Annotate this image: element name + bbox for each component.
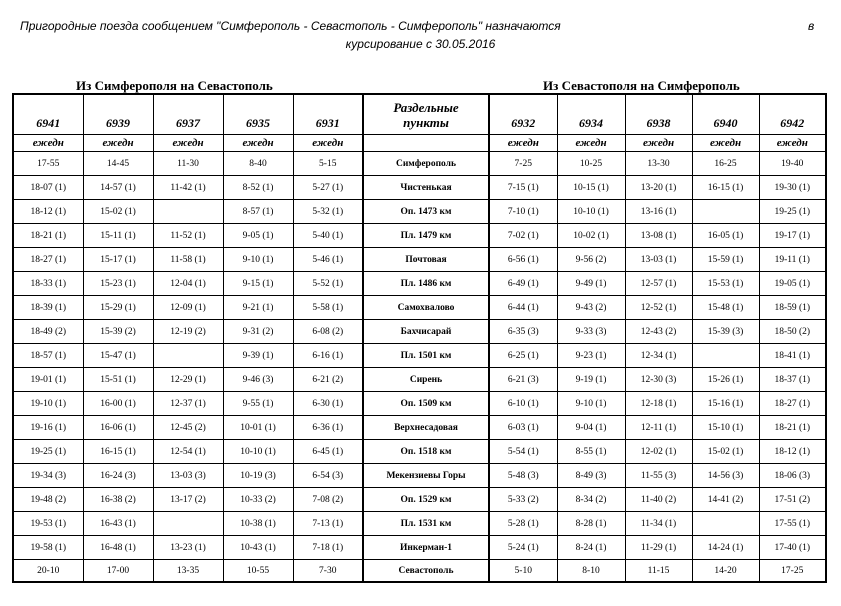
time-cell: 19-25 (1) (13, 440, 83, 464)
time-cell: 5-15 (293, 152, 363, 176)
time-cell: 9-33 (3) (557, 320, 625, 344)
time-cell: 15-48 (1) (692, 296, 759, 320)
time-cell: 16-00 (1) (83, 392, 153, 416)
time-cell: 16-05 (1) (692, 224, 759, 248)
time-cell: 12-57 (1) (625, 272, 692, 296)
daily-label: ежедн (83, 135, 153, 152)
time-cell: 18-27 (1) (13, 248, 83, 272)
time-cell: 11-30 (153, 152, 223, 176)
time-cell: 19-05 (1) (759, 272, 826, 296)
time-cell: 18-07 (1) (13, 176, 83, 200)
time-cell: 10-19 (3) (223, 464, 293, 488)
time-cell: 5-33 (2) (489, 488, 557, 512)
time-cell: 12-34 (1) (625, 344, 692, 368)
time-cell: 17-40 (1) (759, 536, 826, 560)
time-cell: 18-59 (1) (759, 296, 826, 320)
station-name: Самохвалово (363, 296, 489, 320)
time-cell: 6-49 (1) (489, 272, 557, 296)
time-cell: 9-43 (2) (557, 296, 625, 320)
time-cell: 10-33 (2) (223, 488, 293, 512)
time-cell: 5-10 (489, 560, 557, 583)
stations-header-line2: пункты (403, 114, 449, 130)
station-name: Чистенькая (363, 176, 489, 200)
train-number: 6937 (153, 94, 223, 135)
time-cell: 15-02 (1) (83, 200, 153, 224)
train-number: 6931 (293, 94, 363, 135)
station-name: Пл. 1531 км (363, 512, 489, 536)
time-cell: 9-10 (1) (557, 392, 625, 416)
time-cell: 11-29 (1) (625, 536, 692, 560)
time-cell: 14-41 (2) (692, 488, 759, 512)
time-cell: 19-16 (1) (13, 416, 83, 440)
time-cell: 19-58 (1) (13, 536, 83, 560)
time-cell: 13-35 (153, 560, 223, 583)
station-name: Оп. 1509 км (363, 392, 489, 416)
time-cell: 12-54 (1) (153, 440, 223, 464)
station-name: Оп. 1529 км (363, 488, 489, 512)
time-cell: 12-19 (2) (153, 320, 223, 344)
table-row (13, 560, 826, 583)
stations-header (363, 94, 489, 135)
time-cell: 9-31 (2) (223, 320, 293, 344)
time-cell: 16-06 (1) (83, 416, 153, 440)
time-cell: 15-39 (2) (83, 320, 153, 344)
station-name: Пл. 1501 км (363, 344, 489, 368)
time-cell: 20-10 (13, 560, 83, 583)
time-cell: 19-01 (1) (13, 368, 83, 392)
table-row (13, 152, 826, 176)
time-cell: 18-27 (1) (759, 392, 826, 416)
time-cell: 18-50 (2) (759, 320, 826, 344)
time-cell: 13-03 (3) (153, 464, 223, 488)
time-cell: 16-24 (3) (83, 464, 153, 488)
time-cell: 12-02 (1) (625, 440, 692, 464)
time-cell: 18-39 (1) (13, 296, 83, 320)
time-cell: 8-40 (223, 152, 293, 176)
time-cell: 12-18 (1) (625, 392, 692, 416)
daily-blank (363, 135, 489, 152)
time-cell: 6-25 (1) (489, 344, 557, 368)
time-cell: 19-10 (1) (13, 392, 83, 416)
station-name: Симферополь (363, 152, 489, 176)
time-cell: 10-02 (1) (557, 224, 625, 248)
daily-label: ежедн (13, 135, 83, 152)
time-cell: 14-57 (1) (83, 176, 153, 200)
time-cell: 11-52 (1) (153, 224, 223, 248)
time-cell (153, 344, 223, 368)
stations-header-line1: Раздельные (393, 99, 459, 115)
time-cell: 5-52 (1) (293, 272, 363, 296)
time-cell (153, 200, 223, 224)
time-cell: 5-27 (1) (293, 176, 363, 200)
time-cell: 12-30 (3) (625, 368, 692, 392)
time-cell: 18-41 (1) (759, 344, 826, 368)
time-cell: 19-53 (1) (13, 512, 83, 536)
time-cell: 18-33 (1) (13, 272, 83, 296)
daily-label: ежедн (557, 135, 625, 152)
time-cell: 9-10 (1) (223, 248, 293, 272)
time-cell: 5-32 (1) (293, 200, 363, 224)
time-cell: 13-08 (1) (625, 224, 692, 248)
time-cell: 13-30 (625, 152, 692, 176)
time-cell: 11-58 (1) (153, 248, 223, 272)
time-cell: 5-40 (1) (293, 224, 363, 248)
daily-label: ежедн (489, 135, 557, 152)
time-cell: 9-15 (1) (223, 272, 293, 296)
time-cell: 5-54 (1) (489, 440, 557, 464)
train-number-row (13, 94, 826, 135)
time-cell: 17-55 (1) (759, 512, 826, 536)
train-number: 6942 (759, 94, 826, 135)
station-name: Севастополь (363, 560, 489, 583)
time-cell: 9-56 (2) (557, 248, 625, 272)
time-cell: 14-56 (3) (692, 464, 759, 488)
time-cell (153, 512, 223, 536)
time-cell: 18-12 (1) (13, 200, 83, 224)
time-cell: 8-55 (1) (557, 440, 625, 464)
time-cell: 10-10 (1) (557, 200, 625, 224)
time-cell: 7-15 (1) (489, 176, 557, 200)
time-cell: 12-09 (1) (153, 296, 223, 320)
station-name: Верхнесадовая (363, 416, 489, 440)
table-row (13, 296, 826, 320)
station-name: Мекензиевы Горы (363, 464, 489, 488)
time-cell: 16-15 (1) (83, 440, 153, 464)
station-name: Сирень (363, 368, 489, 392)
time-cell: 16-48 (1) (83, 536, 153, 560)
table-row (13, 488, 826, 512)
time-cell: 12-45 (2) (153, 416, 223, 440)
schedule-title-line2: курсирование с 30.05.2016 (345, 37, 496, 51)
time-cell: 9-39 (1) (223, 344, 293, 368)
time-cell: 6-21 (2) (293, 368, 363, 392)
time-cell: 15-26 (1) (692, 368, 759, 392)
table-row (13, 416, 826, 440)
time-cell: 18-21 (1) (759, 416, 826, 440)
time-cell (692, 512, 759, 536)
time-cell: 12-43 (2) (625, 320, 692, 344)
time-cell: 15-10 (1) (692, 416, 759, 440)
time-cell: 10-01 (1) (223, 416, 293, 440)
table-row (13, 176, 826, 200)
time-cell: 7-13 (1) (293, 512, 363, 536)
time-cell: 6-36 (1) (293, 416, 363, 440)
table-row (13, 368, 826, 392)
time-cell: 8-49 (3) (557, 464, 625, 488)
time-cell: 18-37 (1) (759, 368, 826, 392)
time-cell: 9-55 (1) (223, 392, 293, 416)
time-cell: 11-40 (2) (625, 488, 692, 512)
daily-label: ежедн (692, 135, 759, 152)
station-name: Пл. 1479 км (363, 224, 489, 248)
table-row (13, 464, 826, 488)
time-cell: 16-38 (2) (83, 488, 153, 512)
direction-left-heading: Из Симферополя на Севастополь (76, 78, 273, 93)
time-cell: 14-24 (1) (692, 536, 759, 560)
time-cell: 8-52 (1) (223, 176, 293, 200)
time-cell (692, 200, 759, 224)
table-row (13, 248, 826, 272)
time-cell: 19-25 (1) (759, 200, 826, 224)
time-cell: 19-40 (759, 152, 826, 176)
table-row (13, 536, 826, 560)
timetable (12, 93, 827, 583)
station-name: Оп. 1518 км (363, 440, 489, 464)
time-cell: 19-11 (1) (759, 248, 826, 272)
time-cell: 9-46 (3) (223, 368, 293, 392)
time-cell: 5-58 (1) (293, 296, 363, 320)
train-number: 6935 (223, 94, 293, 135)
time-cell: 15-47 (1) (83, 344, 153, 368)
time-cell: 13-16 (1) (625, 200, 692, 224)
daily-label: ежедн (223, 135, 293, 152)
table-row (13, 512, 826, 536)
time-cell: 11-55 (3) (625, 464, 692, 488)
time-cell: 7-10 (1) (489, 200, 557, 224)
time-cell: 6-56 (1) (489, 248, 557, 272)
time-cell: 6-35 (3) (489, 320, 557, 344)
time-cell: 8-28 (1) (557, 512, 625, 536)
station-name: Пл. 1486 км (363, 272, 489, 296)
time-cell: 9-21 (1) (223, 296, 293, 320)
time-cell: 17-00 (83, 560, 153, 583)
time-cell: 5-28 (1) (489, 512, 557, 536)
daily-label: ежедн (153, 135, 223, 152)
time-cell: 5-48 (3) (489, 464, 557, 488)
time-cell: 13-17 (2) (153, 488, 223, 512)
time-cell: 19-30 (1) (759, 176, 826, 200)
daily-row (13, 135, 826, 152)
timetable-body (13, 94, 826, 582)
schedule-title-line1-end: в (808, 19, 815, 33)
time-cell: 8-10 (557, 560, 625, 583)
time-cell: 6-10 (1) (489, 392, 557, 416)
time-cell: 7-30 (293, 560, 363, 583)
time-cell: 15-51 (1) (83, 368, 153, 392)
time-cell: 6-16 (1) (293, 344, 363, 368)
time-cell: 15-59 (1) (692, 248, 759, 272)
time-cell: 11-34 (1) (625, 512, 692, 536)
time-cell: 19-48 (2) (13, 488, 83, 512)
direction-right-heading: Из Севастополя на Симферополь (543, 78, 740, 93)
time-cell: 6-03 (1) (489, 416, 557, 440)
time-cell: 17-55 (13, 152, 83, 176)
schedule-title-line1: Пригородные поезда сообщением "Симферополь - Севастополь - Симферополь" назначаются (20, 19, 561, 33)
time-cell: 17-51 (2) (759, 488, 826, 512)
table-row (13, 344, 826, 368)
time-cell: 10-25 (557, 152, 625, 176)
time-cell: 10-10 (1) (223, 440, 293, 464)
table-row (13, 440, 826, 464)
time-cell: 9-05 (1) (223, 224, 293, 248)
time-cell: 10-15 (1) (557, 176, 625, 200)
train-number: 6941 (13, 94, 83, 135)
time-cell: 15-29 (1) (83, 296, 153, 320)
train-number: 6934 (557, 94, 625, 135)
time-cell: 12-52 (1) (625, 296, 692, 320)
table-row (13, 392, 826, 416)
time-cell: 5-24 (1) (489, 536, 557, 560)
table-row (13, 320, 826, 344)
time-cell: 7-08 (2) (293, 488, 363, 512)
time-cell (692, 344, 759, 368)
time-cell: 8-34 (2) (557, 488, 625, 512)
time-cell: 14-45 (83, 152, 153, 176)
train-number: 6938 (625, 94, 692, 135)
time-cell: 15-11 (1) (83, 224, 153, 248)
time-cell: 15-53 (1) (692, 272, 759, 296)
station-name: Почтовая (363, 248, 489, 272)
time-cell: 9-19 (1) (557, 368, 625, 392)
time-cell: 19-17 (1) (759, 224, 826, 248)
time-cell: 15-16 (1) (692, 392, 759, 416)
time-cell: 19-34 (3) (13, 464, 83, 488)
time-cell: 10-55 (223, 560, 293, 583)
time-cell: 17-25 (759, 560, 826, 583)
time-cell: 6-54 (3) (293, 464, 363, 488)
time-cell: 16-15 (1) (692, 176, 759, 200)
time-cell: 12-29 (1) (153, 368, 223, 392)
time-cell: 12-04 (1) (153, 272, 223, 296)
station-name: Инкерман-1 (363, 536, 489, 560)
time-cell: 13-20 (1) (625, 176, 692, 200)
time-cell: 14-20 (692, 560, 759, 583)
time-cell: 8-24 (1) (557, 536, 625, 560)
time-cell: 7-02 (1) (489, 224, 557, 248)
time-cell: 15-02 (1) (692, 440, 759, 464)
time-cell: 13-23 (1) (153, 536, 223, 560)
time-cell: 13-03 (1) (625, 248, 692, 272)
time-cell: 7-25 (489, 152, 557, 176)
daily-label: ежедн (625, 135, 692, 152)
time-cell: 15-23 (1) (83, 272, 153, 296)
time-cell: 16-25 (692, 152, 759, 176)
train-number: 6939 (83, 94, 153, 135)
time-cell: 18-57 (1) (13, 344, 83, 368)
time-cell: 18-49 (2) (13, 320, 83, 344)
time-cell: 10-38 (1) (223, 512, 293, 536)
table-row (13, 200, 826, 224)
time-cell: 15-39 (3) (692, 320, 759, 344)
time-cell: 11-42 (1) (153, 176, 223, 200)
time-cell: 6-44 (1) (489, 296, 557, 320)
station-name: Оп. 1473 км (363, 200, 489, 224)
time-cell: 12-11 (1) (625, 416, 692, 440)
time-cell: 9-04 (1) (557, 416, 625, 440)
time-cell: 6-21 (3) (489, 368, 557, 392)
time-cell: 18-21 (1) (13, 224, 83, 248)
table-row (13, 272, 826, 296)
table-row (13, 224, 826, 248)
time-cell: 6-45 (1) (293, 440, 363, 464)
time-cell: 18-06 (3) (759, 464, 826, 488)
time-cell: 9-49 (1) (557, 272, 625, 296)
train-number: 6940 (692, 94, 759, 135)
time-cell: 9-23 (1) (557, 344, 625, 368)
time-cell: 5-46 (1) (293, 248, 363, 272)
time-cell: 12-37 (1) (153, 392, 223, 416)
time-cell: 8-57 (1) (223, 200, 293, 224)
time-cell: 18-12 (1) (759, 440, 826, 464)
station-name: Бахчисарай (363, 320, 489, 344)
time-cell: 16-43 (1) (83, 512, 153, 536)
time-cell: 6-30 (1) (293, 392, 363, 416)
time-cell: 11-15 (625, 560, 692, 583)
train-number: 6932 (489, 94, 557, 135)
time-cell: 7-18 (1) (293, 536, 363, 560)
time-cell: 15-17 (1) (83, 248, 153, 272)
time-cell: 6-08 (2) (293, 320, 363, 344)
time-cell: 10-43 (1) (223, 536, 293, 560)
daily-label: ежедн (759, 135, 826, 152)
daily-label: ежедн (293, 135, 363, 152)
